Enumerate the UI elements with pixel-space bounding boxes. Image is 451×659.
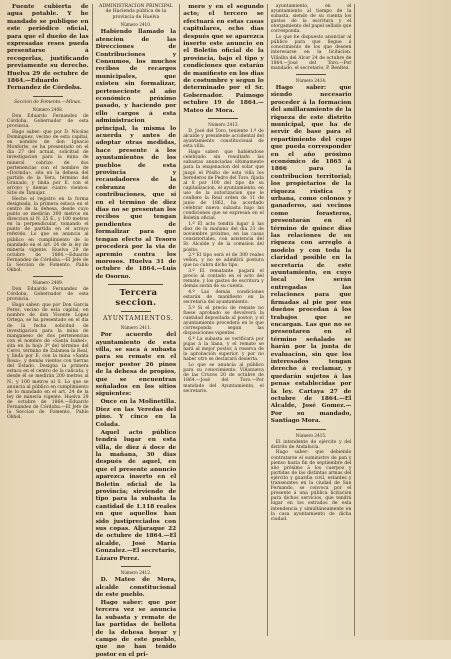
- column-1: [4, 4, 92, 636]
- paragraph: D. Mateo de Mora, alcalde constitucional de este pueblo.: [95, 577, 177, 598]
- divider-rule: [121, 566, 151, 567]
- notice-number: Número 2414.: [295, 77, 327, 83]
- paragraph: 6.º La subasta se verificará por pujas á la llana, y el remate se hará al mejor postor, á reserva de la aprobación superior, y por no haber otro se declarará desierta.: [183, 337, 264, 363]
- paragraph: Don Eduardo Fernandez de Córdoba, Gobernador de esta provincia.: [7, 287, 89, 303]
- column-2: [92, 4, 180, 658]
- paragraph: El intendente de ejército y del distrito de Andalucía.: [270, 439, 352, 450]
- column-3: [179, 4, 267, 636]
- divider-rule: [296, 74, 326, 75]
- paragraph: Aquel acto público tendrá lugar en esta villa, de diez á doce de la mañana, 30 días después de aquel, en que el presente anuncio aparezca inserto en el Boletin oficial de la provincia; sirviendo de tipo para la subasta la cantidad de 1.118 reales en que aquellos han sido justipreciados con sus copas. Aljaraque 22 de octubre de 1864.—El alcalde, José María Gonzalez.—El secretario, Lázaro Perez.: [95, 429, 177, 562]
- paragraph: Hago saber: que por tercera vez se anuncia la subasta y remate de las partidas de bellota de la dehesa boyar y campo de este pueblo, que no han tenido postor en el pri-: [95, 599, 177, 658]
- section-heading: Seccion de Fomento.—Minas.: [14, 99, 82, 105]
- section-title: Tercera seccion.: [115, 288, 158, 309]
- paragraph: 4.º Las demás condiciones estarán de manifiesto en la secretaría del ayuntamiento.: [183, 290, 264, 306]
- paragraph: Habiendo llamado la atencion de las Direcciones de Contribuciones y Consumos, los muchos recibos de recargos municipales, que existen sin formalizar, perteneciente al año económico próximo pasado, y haciendo por ello cargos á esta administracion principal, la misma lo acuerda y antes de adoptar otras medidas, hace presente á los ayuntamientos de los pueblos de esta provincia y recaudadores de la cobranza de contribuciones, que si en el término de diez dias no se presentan los recibos que tengan pendientes de formalizar para que tengan efecto al Tesoro procederá por la via de apremio contra los morosos. Huelva 31 de octubre de 1864.—Luis de Osorno.: [95, 29, 177, 280]
- paragraph: Hago saber: que por Don García Perez, vecino de esta capital, en nombre de don Vicente Lopez Ortega, se ha presentado en el dia de la fecha solicitud de investigacion para la mina de manganeso de dos pertenencias con el nombre de «Santa Isabel», sita en la hoja 3ª del término del Cerro, término de Zalamea la Real, y linda por E. con la mina «Santa Rosa», y demás vientos con tierras del Estado. Designa la primera estaca en el centro de la calicata, y desde él se medirán 200 metros al N., y 100 metros al S. Lo que se anuncia al público en cumplimiento de lo mandado en el art. 24 de la ley de minería vigente. Huelva 28 de octubre de 1864.—Eduardo Fernandez de Córdoba.—El Jefe de la Seccion de Fomento, Pablo Okhol.: [7, 303, 89, 421]
- divider-rule: [108, 284, 163, 285]
- paragraph: Once en la Molinetilla. Diez en las Veredas del pino. Y cinco en la Colada.: [95, 399, 177, 428]
- notice-number: Número 2413.: [208, 122, 239, 128]
- divider-rule: [33, 96, 63, 97]
- paragraph: Hago saber: que por D. Nicolas Dominguez, vecino de esta capital, en nombre de don Ignacio Monforte, se ha presentado en el dia 27 del actual, solicitud de investigacion para la mina de mineral cobrizo de dos pertenencias con el nombre de «Dorinda», sita en la dehesa del partido de la Vera, término del Granado, y linda por E. con el arroyo y demas cuatro vientos: Sitio de Tamujar.: [7, 129, 89, 197]
- divider-rule: [33, 276, 63, 277]
- notice-number: Número 2411.: [120, 325, 152, 331]
- paragraph: 2.º El tipo será el de 300 reales vellon, y no se admitirá postura que no cubra dicho tipo.: [183, 253, 264, 269]
- paragraph: 3.º El rematante pagará el precio al contado en el acto del remate, y los gastos de escritura y demás serán de su cuenta.: [183, 269, 264, 290]
- paragraph: 1.º El acto tendrá lugar á las diez de la mañana del dia 21 de noviembre próximo, en las casas consistoriales, con asistencia del Sr. Alcalde y de la comision del pósito.: [183, 222, 264, 253]
- paragraph: Hago saber: que debiendo contratarse el suministro de pan y pienso hasta fin de septiembre del año próximo á los cuerpos y partidas de las distintas armas del ejército y guardia civil, estantes y transeuntes en la ciudad de San Fernando, se convoca por el presente á una pública licitacion para dichos servicios, que tendrá lugar en los estrados de esta intendencia y simultáneamente en la casa ayuntamiento de dicha ciudad.: [270, 450, 352, 522]
- divider-rule: [121, 311, 151, 312]
- section-subtitle: AYUNTAMIENTOS.: [103, 315, 174, 323]
- paragraph: mero y en el segundo acto; el tercero se efectuará en estas casas capitulares, ocho días después que se aparezca inserto este anuncio en el Boletin oficial de la provincia, bajo el tipo y condiciones que estarán de manifiesto en los dias de costumbre y segun lo determinado por el Sr. Gobernador. Paimogo octubre 19 de 1864.—Mateo de Mora.: [183, 4, 264, 114]
- paragraph: Don Eduardo Fernandez de Córdoba, Gobernador de esta provincia.: [7, 114, 89, 130]
- divider-rule: [208, 118, 238, 119]
- paragraph: D. José del Toro, teniente 1.º de alcalde y presidente accidental del ayuntamiento constitucional de esta villa.: [183, 129, 264, 150]
- paragraph: Fuente cubierta de agua potable. Y he mandado se publique en este periódico oficial, para que el dueño de las expresadas reses pueda presentarse á recogerlas, justificando previamente su derecho. Huelva 29 de octubre de 1864.—Eduardo Fernandez de Córdoba.: [7, 4, 89, 92]
- notice-number: Número 2409.: [32, 280, 64, 286]
- paragraph: 5.º Si el precio de remate no fuese aprobado se devolverá la cantidad depositada al postor; y el ayuntamiento procederá en lo que corresponda segun las disposiciones vigentes.: [183, 305, 264, 337]
- paragraph: Hago saber: que habiéndose celebrado sin resultado las subastas anunciadas últimamente para la enajenacion del solar que juzgó el Pósito de esta villa los herederos de Pedro del Toro, fijada al 8 por 100 del tipo de su capitalizacion, el ayuntamiento, en uso de la autorizacion que le confiere la Real orden de 11 de junio de 1862, ha acordado celebrar nueva subasta bajo las condiciones que se expresan en el Boletin oficial.: [183, 150, 264, 222]
- paragraph: Por acuerdo del ayuntamiento de esta villa, se saca á subasta para su remate en el mejor postor 26 pinos de la dehesa de propios, que se encuentran señalados en los sitios siguientes:: [95, 332, 177, 398]
- column-5: [354, 4, 442, 636]
- notice-number: Número 2410.: [120, 22, 152, 28]
- divider-rule: [296, 429, 326, 430]
- notice-number: Número 2408.: [32, 106, 64, 112]
- notice-number: Número 2412.: [120, 570, 152, 575]
- paragraph: Hecho el registro en la forma designada, la primera estaca en el centro de la dehesa, desde cuyo punto se medirán 300 metros en direccion al N. 25 E., y 100 metros en la perpendicular, tomando el punto de partida en el arroyo referido. Lo que se anuncia al público en cumplimiento de lo mandado en el art. 24 de la ley de minería vigente. Huelva 28 de octubre de 1864.—Eduardo Fernandez de Córdoba.—El Jefe de la Seccion de Fomento, Pablo Okhol.: [7, 196, 89, 274]
- paragraph: ayuntamiento, en el ayuntamiento al tiempo de la subasta, siendo de su cuenta los gastos de la escritura y el otorgamiento del papel sellado que corresponda.: [270, 4, 352, 35]
- notice-number: Número 2415.: [295, 432, 327, 438]
- column-4: [267, 4, 355, 636]
- administration-heading: ADMINISTRACION PRINCIPAL de Hacienda pública de la provincia de Huelva: [99, 4, 173, 20]
- paragraph: Hago saber: que siendo necesario proceder á la formacion del amillaramiento de la riqueza de este distrito municipal, que ha de servir de base para el repartimiento del cupo que pueda corresponder en el año próximo económico de 1865 á 1866 para la contribucion territorial; los propietarios de la riqueza rústica y urbana, como colonos y ganaderos, así vecinos como forasteros, presentarán en el término de quince dias las relaciones de su riqueza con arreglo á modelo y con toda la claridad posible en la secretaría de este ayuntamiento, en cuyo local les serán entregadas las relaciones para que firmadas al pie por sus dueños procedan á los trabajos que se encargan. Las que no se presentaren en el término señalado se harán por la junta de evaluacion, sin que los interesados tengan derecho á reclamar, y quedarán sujetos á las penas establecidas por la ley. Cartaya 27 de octubre de 1864.—El Alcalde, José Gomez.—Por su mandado, Santiago Mora.: [270, 84, 352, 425]
- paragraph: Lo que se anuncia al público para su conocimiento. Villanueva de las Cruces 20 de octubre de 1864.—José del Toro.—Por mandado del Ayuntamiento, el secretario.: [183, 363, 264, 394]
- paragraph: Lo que he dispuesto anunciar al público para que llegue á conocimiento de los que deseen interesarse en la licitacion. Villalba del Alcor 24 de octubre de 1864.—José del Toro.—Por mandado, el secretario, P. Benítez.: [270, 35, 352, 71]
